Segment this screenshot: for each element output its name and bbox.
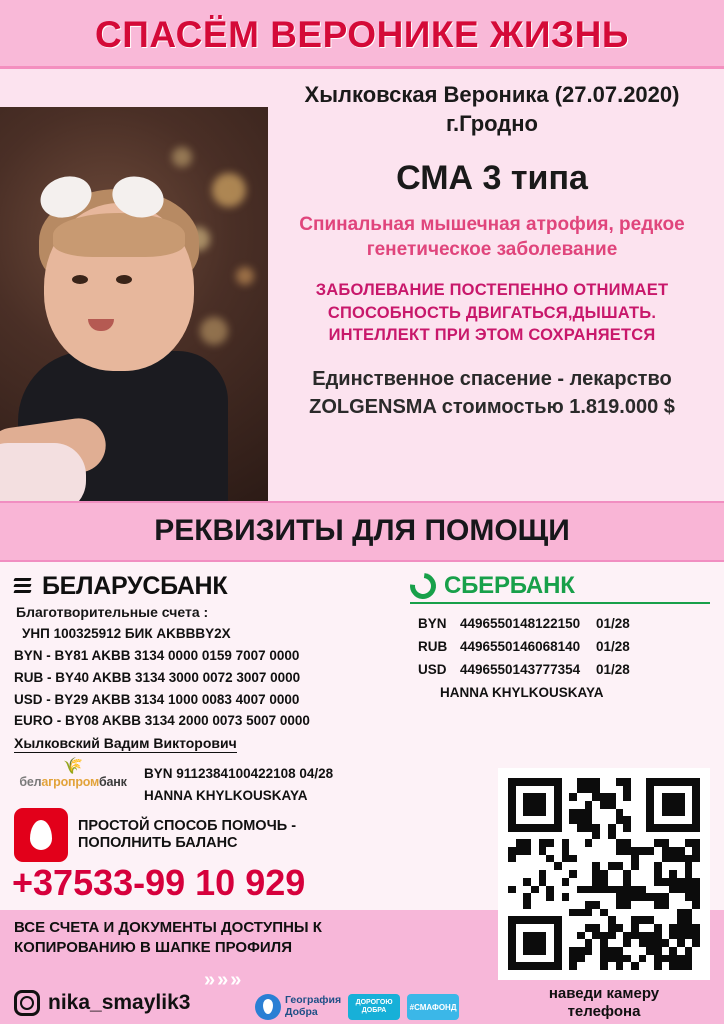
mts-text bbox=[78, 818, 296, 853]
qr-caption-line1: наведи камеру bbox=[548, 984, 660, 1002]
bank-details-section bbox=[0, 562, 724, 753]
badge-geo-line2: Добра bbox=[285, 1006, 318, 1018]
child-photo-image bbox=[0, 107, 268, 501]
belagro-logo-part2: агропром bbox=[41, 775, 99, 790]
belarusbank-account-euro: EURO - BY08 AKBB 3134 2000 0073 5007 0000 bbox=[14, 713, 310, 729]
belagroprombank-details bbox=[144, 759, 333, 806]
treatment-info: Единственное спасение - лекарство ZOLGENSMA стоимостью 1.819.000 $ bbox=[309, 368, 675, 419]
diagnosis-description: Спинальная мышечная атрофия, редкое генетическое заболевание bbox=[299, 213, 685, 261]
smafond-icon: #СМАФОНД bbox=[407, 994, 459, 1020]
poster-header bbox=[0, 0, 724, 69]
mts-line2: ПОПОЛНИТЬ БАЛАНС bbox=[78, 835, 238, 852]
sberbank-card-list bbox=[396, 612, 710, 682]
table-row bbox=[418, 612, 710, 635]
partner-badges bbox=[255, 994, 459, 1020]
sberbank-card-number: 4496550146068140 bbox=[460, 639, 581, 655]
sberbank-name: СБЕРБАНК bbox=[444, 572, 575, 599]
table-row bbox=[418, 635, 710, 658]
qr-code[interactable] bbox=[498, 768, 710, 980]
child-info-section bbox=[0, 69, 724, 501]
belagro-logo-part1: бел bbox=[19, 775, 42, 790]
belarusbank-subtitle: Благотворительные счета : bbox=[16, 604, 209, 620]
donation-banner-label: РЕКВИЗИТЫ ДЛЯ ПОМОЩИ bbox=[154, 514, 570, 547]
sberbank-owner: HANNA KHYLKOUSKAYA bbox=[440, 684, 604, 700]
child-text-block bbox=[268, 69, 724, 501]
belarusbank-name: БЕЛАРУСБАНК bbox=[42, 572, 228, 600]
belarusbank-header bbox=[14, 572, 390, 601]
belarusbank-block bbox=[14, 572, 390, 753]
mts-egg-icon bbox=[14, 808, 68, 862]
sberbank-header bbox=[396, 572, 710, 600]
belarusbank-account-byn: BYN - BY81 AKBB 3134 0000 0159 7007 0000 bbox=[14, 647, 300, 663]
belarusbank-account-usd: USD - BY29 AKBB 3134 1000 0083 4007 0000 bbox=[14, 691, 300, 707]
arrow-indicator: »»» bbox=[204, 969, 244, 992]
sberbank-card-expiry: 01/28 bbox=[596, 662, 630, 678]
qr-caption bbox=[498, 985, 710, 1023]
qr-caption-line2: телефона bbox=[567, 1003, 641, 1021]
sberbank-card-expiry: 01/28 bbox=[596, 616, 630, 631]
sberbank-card-expiry: 01/28 bbox=[596, 639, 630, 655]
belarusbank-logo-icon bbox=[14, 576, 35, 597]
dorogoyu-dobra-icon: ДОРОГОЮ ДОБРА bbox=[348, 994, 400, 1020]
badge-geo-line1: География bbox=[285, 994, 342, 1007]
diagnosis-title: СМА 3 типа bbox=[396, 158, 588, 197]
sberbank-card-number: 4496550143777354 bbox=[460, 662, 581, 678]
footer-note-line1: ВСЕ СЧЕТА И ДОКУМЕНТЫ ДОСТУПНЫ К bbox=[14, 919, 322, 937]
child-city: г.Гродно bbox=[446, 110, 538, 136]
geography-of-kindness-icon bbox=[255, 994, 341, 1020]
belagroprombank-card: BYN 9112384100422108 04/28 bbox=[144, 766, 334, 782]
sberbank-divider bbox=[410, 602, 710, 604]
belarusbank-owner: Хылковский Вадим Викторович bbox=[14, 735, 237, 752]
sberbank-block bbox=[396, 572, 710, 753]
belagroprombank-logo-icon: 🌾 белагропромбанк bbox=[19, 758, 127, 790]
instagram-handle[interactable] bbox=[14, 990, 190, 1016]
child-photo bbox=[0, 107, 268, 539]
child-name: Хылковская Вероника (27.07.2020) bbox=[304, 82, 680, 107]
poster-footer bbox=[0, 910, 724, 1024]
belarusbank-ids: УНП 100325912 БИК AKBBBY2X bbox=[22, 626, 231, 641]
donation-phone-number: +37533-99 10 929 bbox=[12, 862, 306, 904]
belagro-logo-part3: банк bbox=[98, 775, 127, 790]
diagnosis-warning: ЗАБОЛЕВАНИЕ ПОСТЕПЕННО ОТНИМАЕТ СПОСОБНОСТЬ ДВИГАТЬСЯ,ДЫШАТЬ. ИНТЕЛЛЕКТ ПРИ ЭТОМ СОХРАНЯЕТСЯ bbox=[315, 280, 669, 345]
sberbank-currency: USD bbox=[418, 662, 447, 678]
footer-note-line2: КОПИРОВАНИЮ В ШАПКЕ ПРОФИЛЯ bbox=[14, 938, 292, 956]
page-title: СПАСЁМ ВЕРОНИКЕ ЖИЗНЬ bbox=[95, 14, 629, 55]
belagroprombank-owner: HANNA KHYLKOUSKAYA bbox=[144, 787, 308, 803]
instagram-username[interactable]: nika_smaylik3 bbox=[48, 991, 191, 1014]
sberbank-logo-icon bbox=[410, 573, 436, 599]
mts-line1: ПРОСТОЙ СПОСОБ ПОМОЧЬ - bbox=[78, 817, 297, 834]
sberbank-currency: RUB bbox=[418, 639, 448, 655]
sberbank-currency: BYN bbox=[418, 616, 447, 631]
belarusbank-account-rub: RUB - BY40 AKBB 3134 3000 0072 3007 0000 bbox=[14, 669, 301, 685]
instagram-icon[interactable] bbox=[14, 990, 40, 1016]
sberbank-card-number: 4496550148122150 bbox=[460, 616, 581, 631]
table-row bbox=[418, 658, 710, 681]
